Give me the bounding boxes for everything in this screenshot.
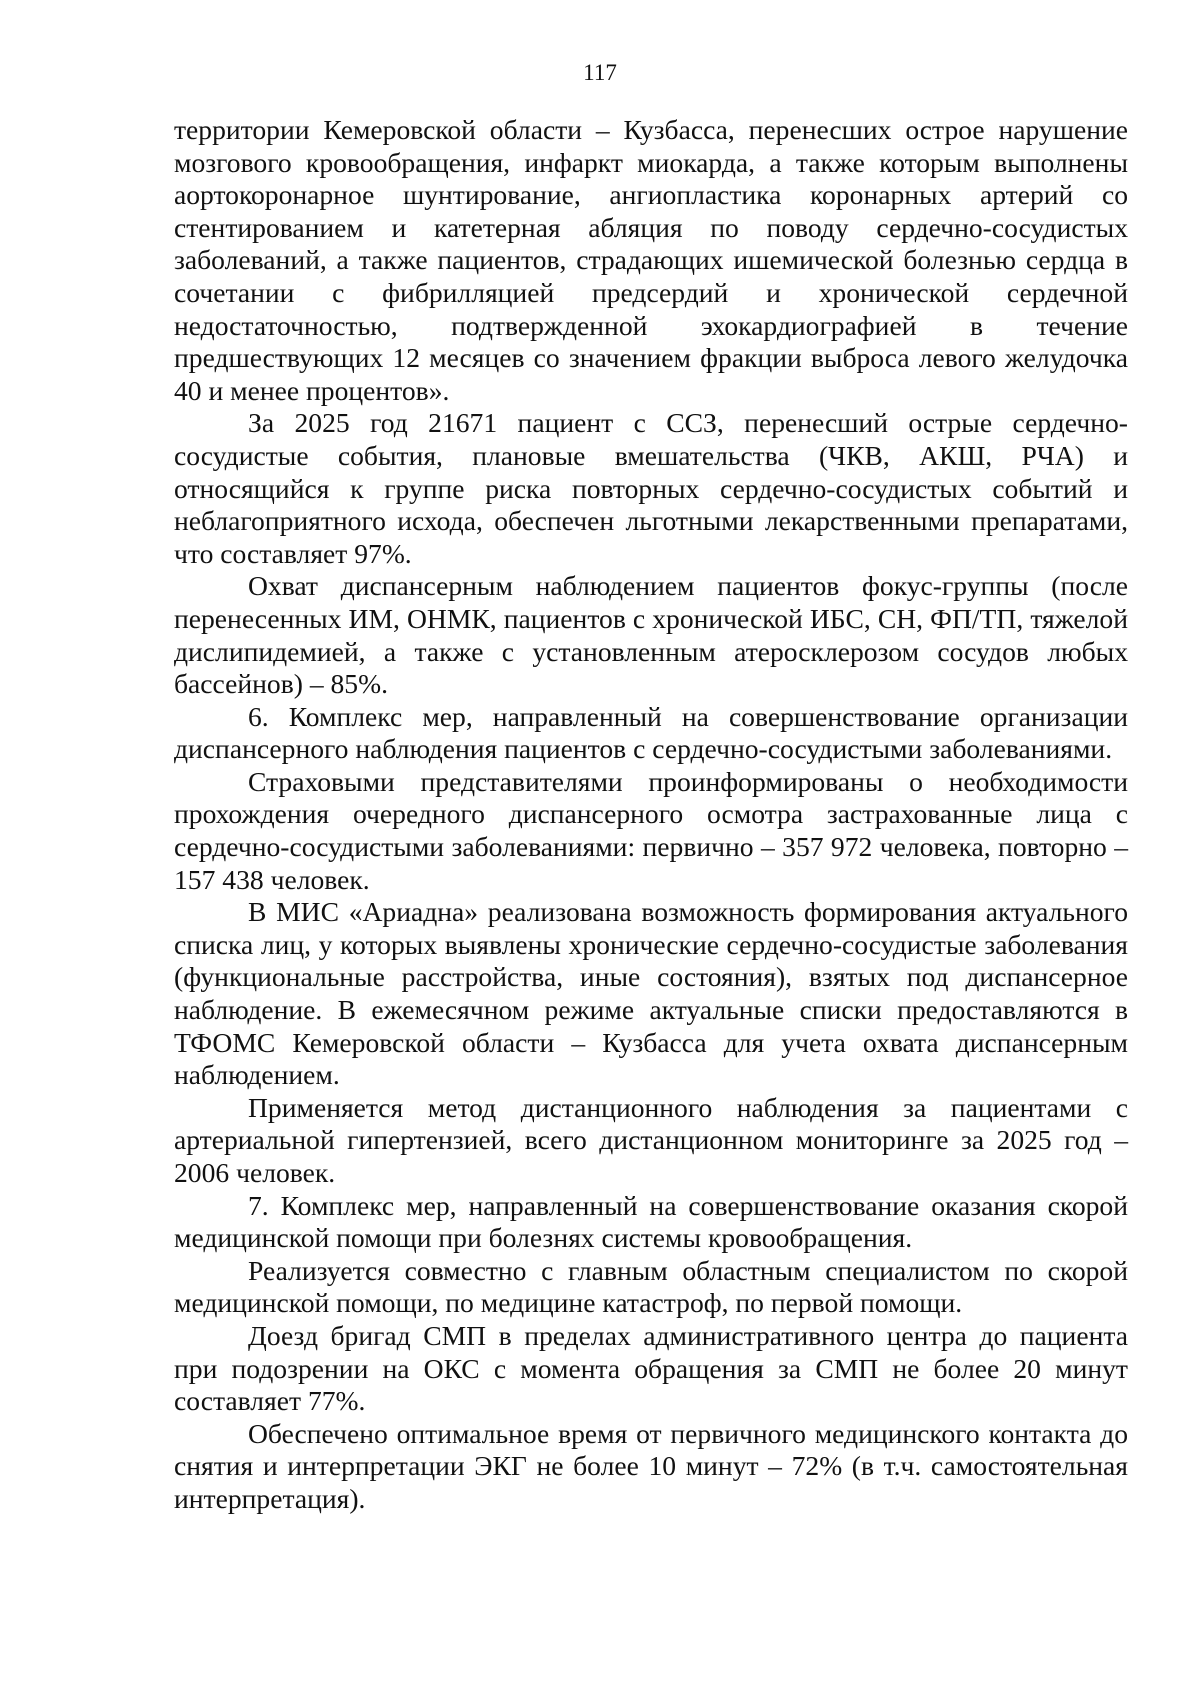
paragraph-mis-ariadna: В МИС «Ариадна» реализована возможность формирования актуального списка лиц, у которых выявлены хронические сердечно-сосудистые заболевания (функциональные расстройства, иные состояния), взятых под диспансерное наблюдение. В ежемесячном режиме актуальные списки предоставляются в ТФОМС Кемеровской области – Кузбасса для учета охвата диспансерным наблюдением. <box>174 896 1128 1091</box>
paragraph-drug-provision: За 2025 год 21671 пациент с ССЗ, перенесший острые сердечно-сосудистые события, плановые вмешательства (ЧКВ, АКШ, РЧА) и относящийся к группе риска повторных сердечно-сосудистых событий и неблагоприятного исхода, обеспечен льготными лекарственными препаратами, что составляет 97%. <box>174 407 1128 569</box>
paragraph-measure-6-heading: 6. Комплекс мер, направленный на совершенствование организации диспансерного наблюдения пациентов с сердечно-сосудистыми заболеваниями. <box>174 700 1128 765</box>
paragraph-remote-monitoring: Применяется метод дистанционного наблюдения за пациентами с артериальной гипертензией, всего дистанционном мониторинге за 2025 год – 2006 человек. <box>174 1091 1128 1188</box>
paragraph-ecg-time: Обеспечено оптимальное время от первичного медицинского контакта до снятия и интерпретации ЭКГ не более 10 минут – 72% (в т.ч. самостоятельная интерпретация). <box>174 1417 1128 1514</box>
paragraph-measure-7-heading: 7. Комплекс мер, направленный на совершенствование оказания скорой медицинской помощи при болезнях системы кровообращения. <box>174 1189 1128 1254</box>
paragraph-chief-specialist: Реализуется совместно с главным областным специалистом по скорой медицинской помощи, по медицине катастроф, по первой помощи. <box>174 1254 1128 1319</box>
page-number: 117 <box>583 60 617 85</box>
paragraph-insurance-representatives: Страховыми представителями проинформированы о необходимости прохождения очередного диспансерного осмотра застрахованные лица с сердечно-сосудистыми заболеваниями: первично – 357 972 человека, повторно – 157 438 человек. <box>174 765 1128 895</box>
document-body <box>174 114 1128 1516</box>
paragraph-continuation: территории Кемеровской области – Кузбасса, перенесших острое нарушение мозгового кровообращения, инфаркт миокарда, а также которым выполнены аортокоронарное шунтирование, ангиопластика коронарных артерий со стентированием и катетерная абляция по поводу сердечно-сосудистых заболеваний, а также пациентов, страдающих ишемической болезнью сердца в сочетании с фибрилляцией предсердий и хронической сердечной недостаточностью, подтвержденной эхокардиографией в течение предшествующих 12 месяцев со значением фракции выброса левого желудочка 40 и менее процентов». <box>174 114 1128 406</box>
paragraph-dispensary-coverage: Охват диспансерным наблюдением пациентов фокус-группы (после перенесенных ИМ, ОНМК, пациентов с хронической ИБС, СН, ФП/ТП, тяжелой дислипидемией, а также с установленным атеросклерозом сосудов любых бассейнов) – 85%. <box>174 570 1128 700</box>
paragraph-ambulance-arrival: Доезд бригад СМП в пределах административного центра до пациента при подозрении на ОКС с момента обращения за СМП не более 20 минут составляет 77%. <box>174 1319 1128 1417</box>
